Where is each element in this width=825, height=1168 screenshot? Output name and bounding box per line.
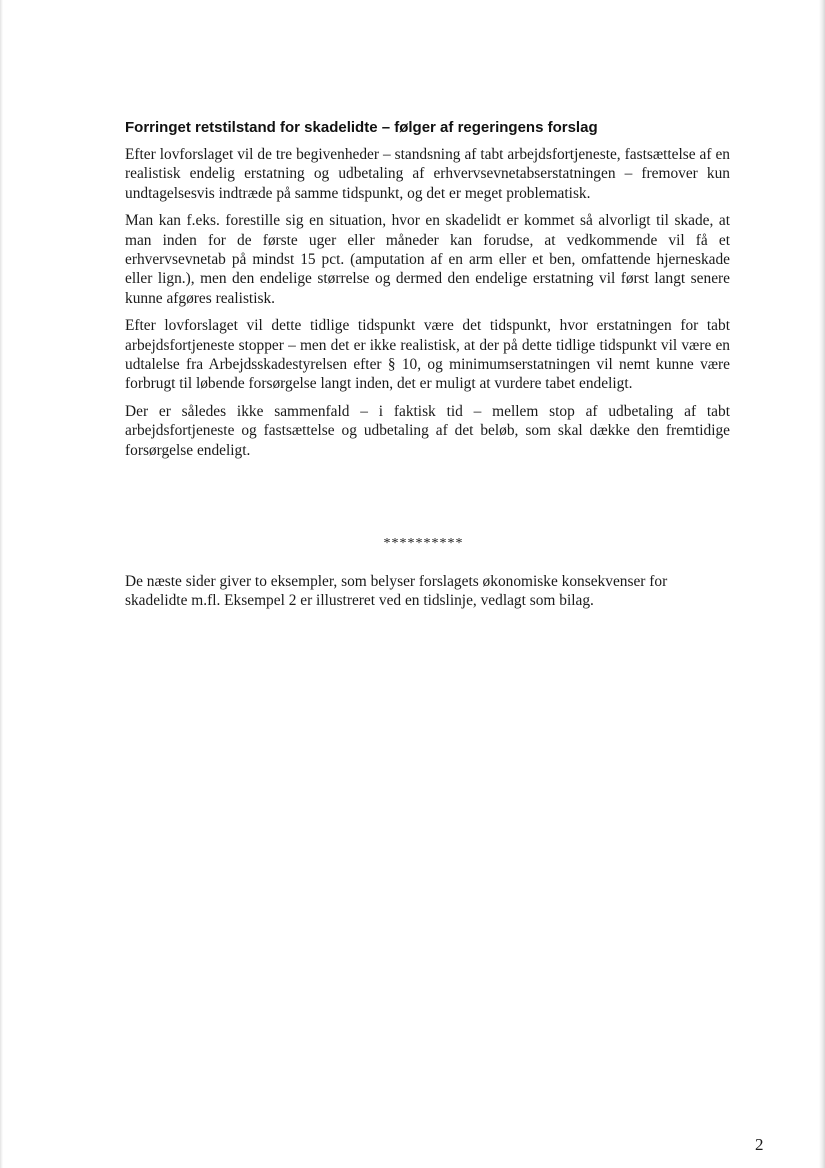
separator-stars: ********** xyxy=(383,536,464,551)
section-separator xyxy=(0,536,825,552)
paragraph-4: Der er således ikke sammenfald – i faktisk tid – mellem stop af udbetaling af tabt arbejdsfortjeneste og fastsættelse og udbetaling af det beløb, som skal dække den fremtidige forsørgelse endeligt. xyxy=(125,402,730,459)
scan-edge-left xyxy=(0,0,3,1168)
body-text xyxy=(125,145,730,468)
page-number: 2 xyxy=(755,1135,764,1154)
paragraph-2: Man kan f.eks. forestille sig en situation, hvor en skadelidt er kommet så alvorligt til skade, at man inden for de første uger eller måneder kan forudse, at vedkommende vil få et erhvervsevnetab på mindst 15 pct. (amputation af en arm eller et ben, omfattende hjerneskade eller lign.), men den endelige størrelse og dermed den endelige erstatning vil først langt senere kunne afgøres realistisk. xyxy=(125,212,730,307)
paragraph-1: Efter lovforslaget vil de tre begivenheder – standsning af tabt arbejdsfortjeneste, fastsættelse af en realistisk endelig erstatning og udbetaling af erhvervsevnetabserstatningen – fremover kun undtagelsesvis indtræde på samme tidspunkt, og det er meget problematisk. xyxy=(125,146,730,202)
paragraph-3: Efter lovforslaget vil dette tidlige tidspunkt være det tidspunkt, hvor erstatningen for tabt arbejdsfortjeneste stopper – men det er ikke realistisk, at der på dette tidlige tidspunkt vil være en udtalelse fra Arbejdsskadestyrelsen efter § 10, og minimumserstatningen vil nemt kunne være forbrugt til løbende forsørgelse langt inden, det er muligt at vurdere tabet endeligt. xyxy=(125,317,730,393)
scan-edge-right xyxy=(819,0,825,1168)
closing-paragraph: De næste sider giver to eksempler, som belyser forslagets økonomiske konsekvenser for skadelidte m.fl. Eksempel 2 er illustreret ved en tidslinje, vedlagt som bilag. xyxy=(125,573,668,610)
section-heading: Forringet retstilstand for skadelidte – følger af regeringens forslag xyxy=(125,119,598,136)
